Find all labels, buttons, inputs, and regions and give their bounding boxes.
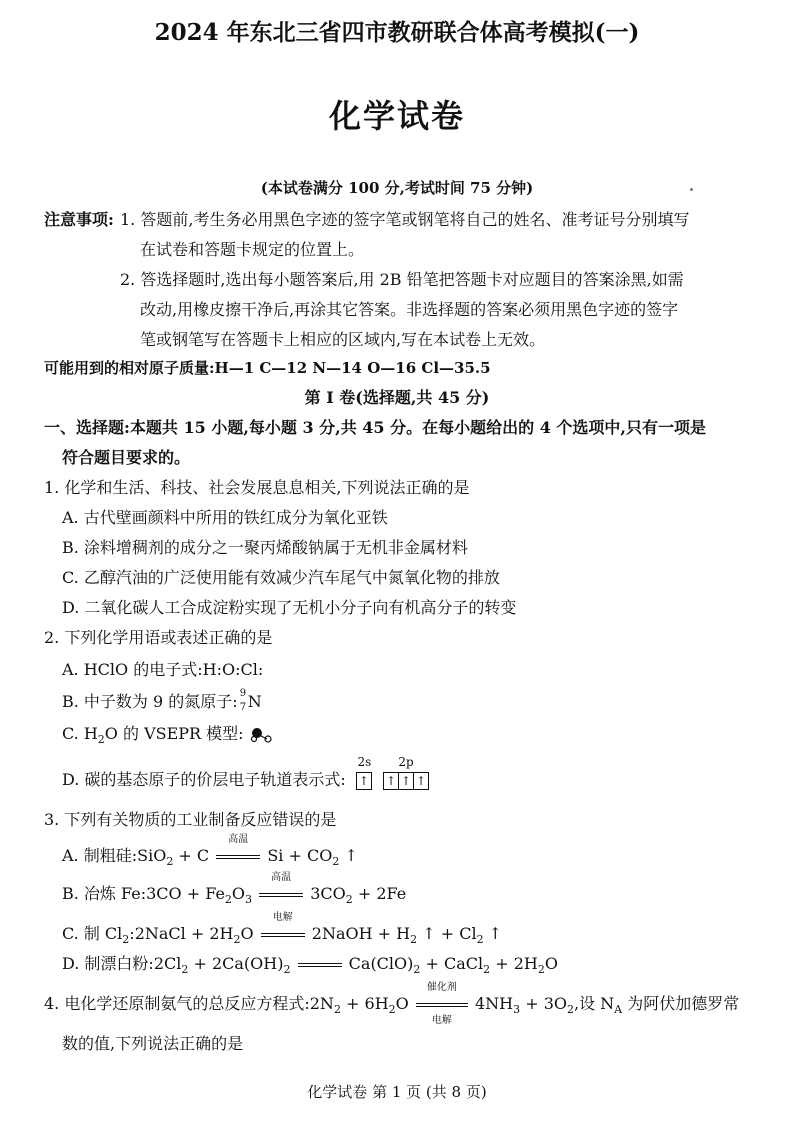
vsepr-model-icon <box>249 727 275 743</box>
reaction-equals <box>296 954 344 974</box>
orbital-box: ↑ <box>383 772 399 790</box>
notice-label: 注意事项: <box>44 210 114 229</box>
q1-option-c: C. 乙醇汽油的广泛使用能有效减少汽车尾气中氮氧化物的排放 <box>62 568 500 587</box>
reaction-equals: 催化剂 电解 <box>414 994 470 1014</box>
q3-option-a: A. 制粗硅:SiO$_2$ + C 高温 $Si + CO_2$ ↑ <box>62 834 358 869</box>
orbital-2p: 2p ↑ ↑ ↑ <box>383 770 429 790</box>
q3-stem: 3. 下列有关物质的工业制备反应错误的是 <box>44 810 337 829</box>
exam-info: (本试卷满分 100 分,考试时间 75 分钟) <box>260 179 534 197</box>
orbital-2s: 2s ↑ <box>357 755 372 788</box>
notice-item1-line2: 在试卷和答题卡规定的位置上。 <box>140 240 365 259</box>
q1-option-d: D. 二氧化碳人工合成淀粉实现了无机小分子向有机高分子的转变 <box>62 598 517 617</box>
nuclide-mass-number: 9 <box>239 688 247 699</box>
exam-title: 2024 年东北三省四市教研联合体高考模拟(一) <box>154 19 640 46</box>
q3-option-d: D. 制漂白粉$:2Cl_2 + 2Ca(OH)_2$ $Ca(ClO)_2$ + CaCl$_2$ + $2H_2O$ <box>62 954 558 977</box>
orbital-box: ↑ <box>356 772 372 790</box>
nuclide-symbol: N <box>247 692 262 711</box>
reaction-equals: 高温 <box>257 884 305 904</box>
q2-option-d: D. 碳的基态原子的价层电子轨道表示式: 2s ↑ 2p ↑ ↑ ↑ <box>62 770 429 790</box>
notice-item2-line3: 笔或钢笔写在答题卡上相应的区域内,写在本试卷上无效。 <box>140 330 546 349</box>
q2-option-a: A. HClO 的电子式:H:O:Cl: <box>62 660 264 679</box>
q1-option-b: B. 涂料增稠剂的成分之一聚丙烯酸钠属于无机非金属材料 <box>62 538 468 557</box>
hclo-electron-formula: H:O:Cl: <box>202 660 264 679</box>
q1-option-a: A. 古代壁画颜料中所用的铁红成分为氧化亚铁 <box>62 508 388 527</box>
reaction-equals: 高温 <box>214 846 262 866</box>
section1-line1: 一、选择题:本题共 15 小题,每小题 3 分,共 45 分。在每小题给出的 4 个选项中,只有一项是 <box>44 418 706 437</box>
page-footer: 化学试卷 第 1 页 (共 8 页) <box>307 1083 487 1101</box>
q1-stem: 1. 化学和生活、科技、社会发展息息相关,下列说法正确的是 <box>44 478 470 497</box>
subject-title: 化学试卷 <box>328 97 465 135</box>
atomic-masses: 可能用到的相对原子质量:H—1 C—12 N—14 O—16 Cl—35.5 <box>44 359 491 377</box>
q2-option-b: B. 中子数为 9 的氮原子: 9 7 N <box>62 688 262 713</box>
notice-item2-line2: 改动,用橡皮擦干净后,再涂其它答案。非选择题的答案必须用黑色字迹的签字 <box>140 300 679 319</box>
orbital-box: ↑ <box>413 772 429 790</box>
q4-stem-line2: 数的值,下列说法正确的是 <box>62 1034 244 1053</box>
q2-option-c: C. $H_2O$ 的 VSEPR 模型: <box>62 724 275 744</box>
reaction-equals: 电解 <box>259 924 307 944</box>
notice-item2-line1: 2. 答选择题时,选出每小题答案后,用 2B 铅笔把答题卡对应题目的答案涂黑,如需 <box>120 270 684 289</box>
q3-option-c: C. 制 $Cl_2:2NaCl + 2H_2O$ 电解 2NaOH + $H_2$ ↑ + $Cl_2$ ↑ <box>62 912 503 947</box>
scan-speck <box>690 188 693 191</box>
part1-title: 第 I 卷(选择题,共 45 分) <box>304 388 490 407</box>
nuclide-atomic-number: 7 <box>239 702 247 713</box>
q4-stem-line1: 4. 电化学还原制氨气的总反应方程式$:2N_2 + 6H_2O$ 催化剂 电解 $4NH_3 + 3O_2$,设 $N_A$ 为阿伏加德罗常 <box>44 982 740 1026</box>
orbital-box: ↑ <box>398 772 414 790</box>
q3-option-b: B. 冶炼 Fe:3CO + $Fe_2O_3$ 高温 $3CO_2 + 2Fe$ <box>62 872 407 907</box>
notice-item1-line1: 1. 答题前,考生务必用黑色字迹的签字笔或钢笔将自己的姓名、准考证号分别填写 <box>120 210 690 229</box>
section1-line2: 符合题目要求的。 <box>62 448 191 467</box>
q2-stem: 2. 下列化学用语或表述正确的是 <box>44 628 273 647</box>
